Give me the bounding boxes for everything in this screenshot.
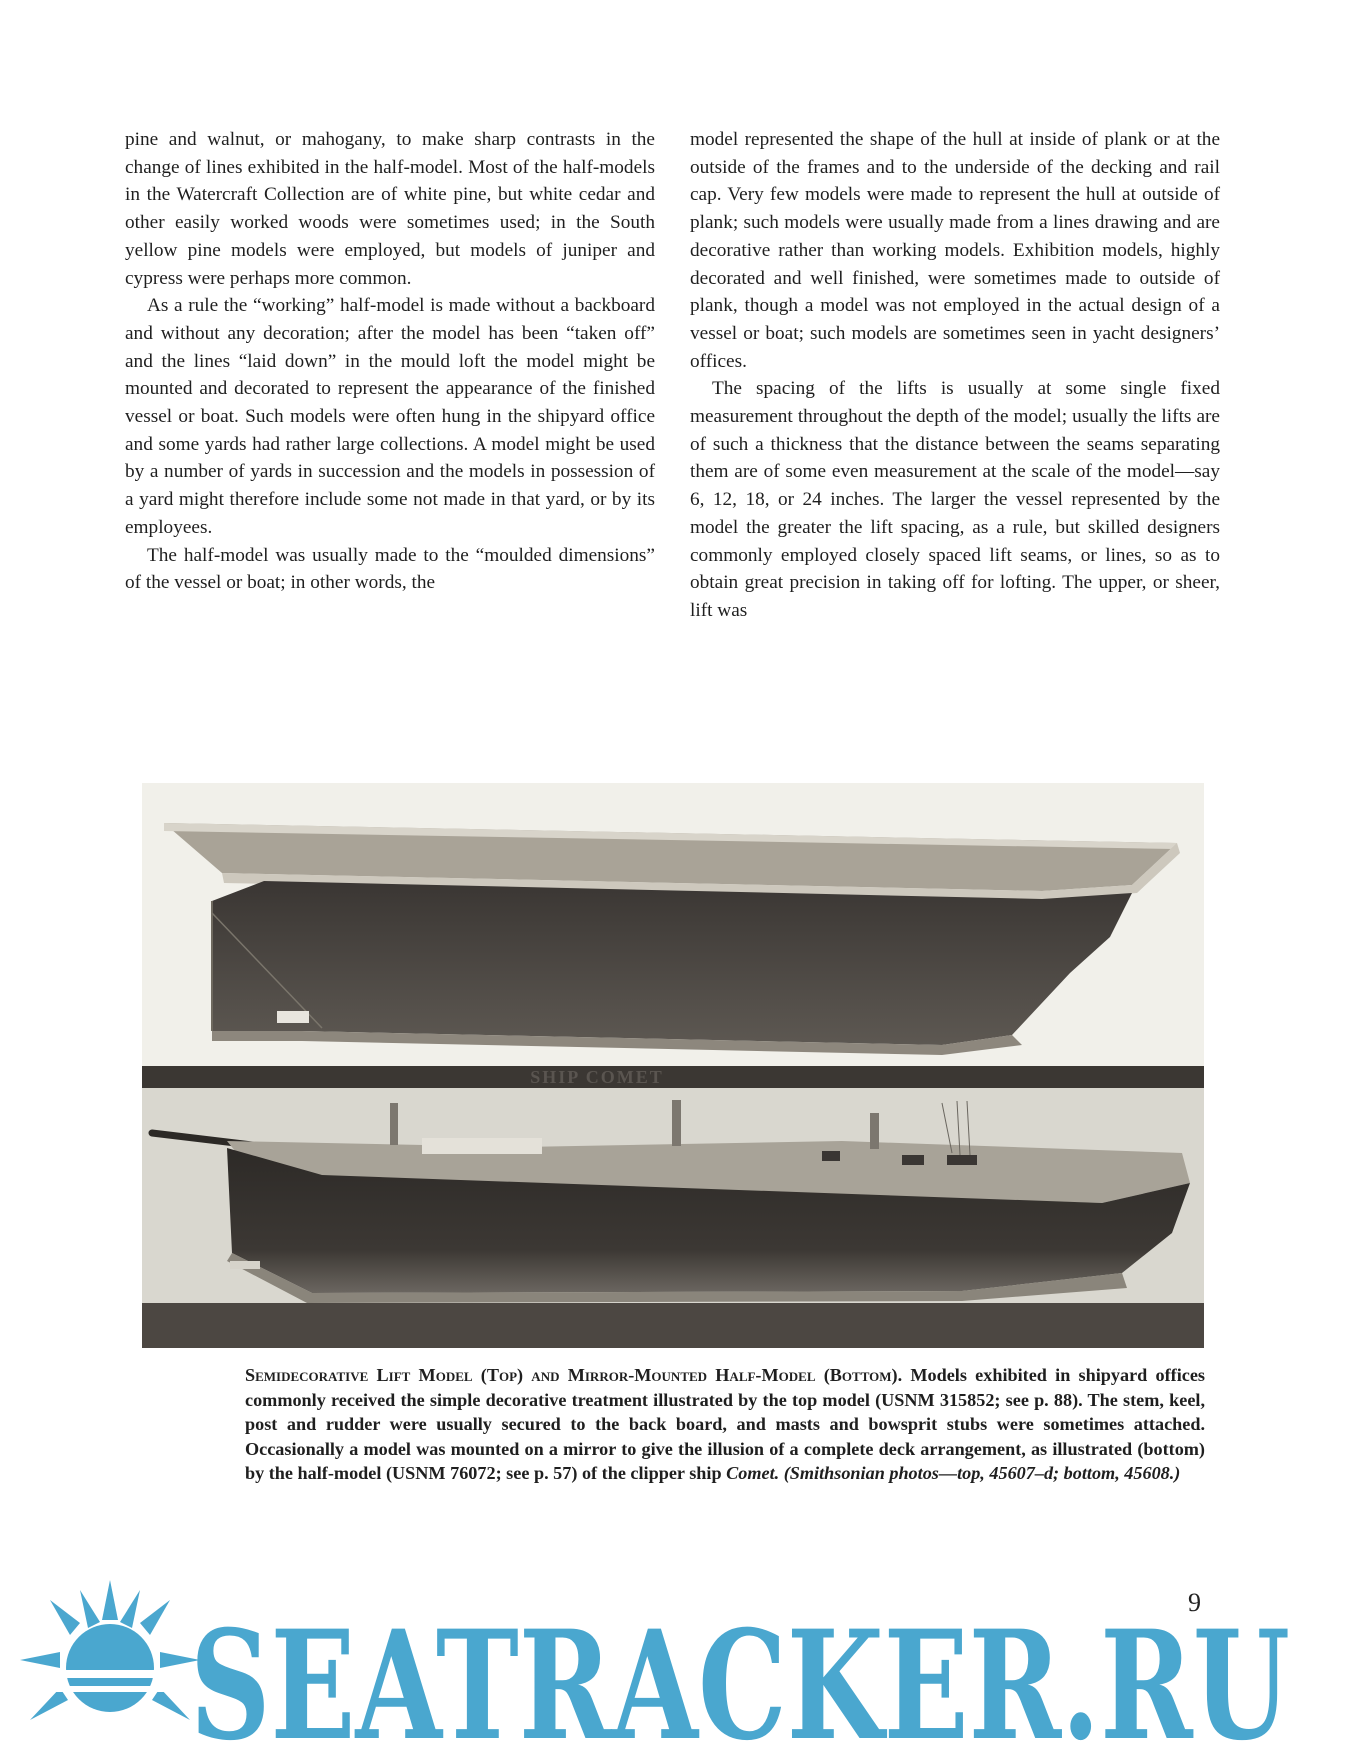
paragraph: As a rule the “working” half-model is made without a backboard and without any decoration; after the model has been “taken off” and the lines “laid down” in the mould loft the model might be mounted and decorated to represent the appearance of the finished vessel or boat. Such models were often hung in the shipyard office and some yards had rather large collections. A model might be used by a number of yards in succession and the models in possession of a yard might therefore include some not made in that yard, or by its employees. <box>125 295 655 538</box>
paragraph: The spacing of the lifts is usually at some single fixed measurement throughout the depth of the model; usually the lifts are of such a thickness that the distance between the seams separating them are of some even measurement at the scale of the model—say 6, 12, 18, or 24 inches. The larger the vessel represented by the model the greater the lift spacing, as a rule, but skilled designers commonly employed closely spaced lift seams, or lines, so as to obtain great precision in taking off for lofting. The upper, or sheer, lift was <box>690 378 1220 621</box>
figure-caption <box>245 1363 1205 1486</box>
right-text-column <box>690 126 1220 625</box>
ship-models-illustration <box>142 783 1204 1348</box>
paragraph: pine and walnut, or mahogany, to make sharp contrasts in the change of lines exhibited in the half-model. Most of the half-models in the Watercraft Collection are of white pine, but white cedar and other easily worked woods were sometimes used; in the South yellow pine models were employed, but models of juniper and cypress were perhaps more common. <box>125 129 655 289</box>
watermark-text: SEATRACKER.RU <box>190 1598 1290 1758</box>
photo-credit: (Smithsonian photos—top, 45607–d; bottom, 45608.) <box>783 1463 1181 1483</box>
paragraph: model represented the shape of the hull at inside of plank or at the outside of the frames and to the underside of the decking and rail cap. Very few models were made to represent the hull at outside of plank; such models were usually made from a lines drawing and are decorative rather than working models. Exhibition models, highly decorated and well finished, were sometimes made to outside of plank, though a model was not employed in the actual design of a vessel or boat; such models are sometimes seen in yacht designers’ offices. <box>690 129 1220 372</box>
ship-name: Comet. <box>726 1463 780 1483</box>
half-model-bottom <box>142 1088 1204 1303</box>
left-text-column <box>125 126 655 597</box>
site-watermark <box>0 1560 1360 1758</box>
page-number: 9 <box>1188 1588 1201 1617</box>
caption-title: Semidecorative Lift Model (Top) and Mirror-Mounted Half-Model (Bottom). <box>245 1365 903 1385</box>
ship-models-photograph <box>142 783 1204 1348</box>
paragraph: The half-model was usually made to the “moulded dimensions” of the vessel or boat; in other words, the <box>125 544 655 594</box>
caption-text: Models exhibited in shipyard offices commonly received the simple decorative treatment illustrated by the top model (USNM 315852; see p. 88). The stem, keel, post and rudder were usually secured to the back board, and masts and bowsprit stubs were sometimes attached. Occasionally a model was mounted on a mirror to give the illusion of a complete deck arrangement, as illustrated (bottom) by the half-model (USNM 76072; see p. 57) of the clipper ship <box>245 1365 1205 1483</box>
sun-burst-icon <box>0 1580 220 1720</box>
watermark-graphic <box>0 1560 1360 1758</box>
backboard-nameplate: SHIP COMET <box>530 1067 664 1087</box>
